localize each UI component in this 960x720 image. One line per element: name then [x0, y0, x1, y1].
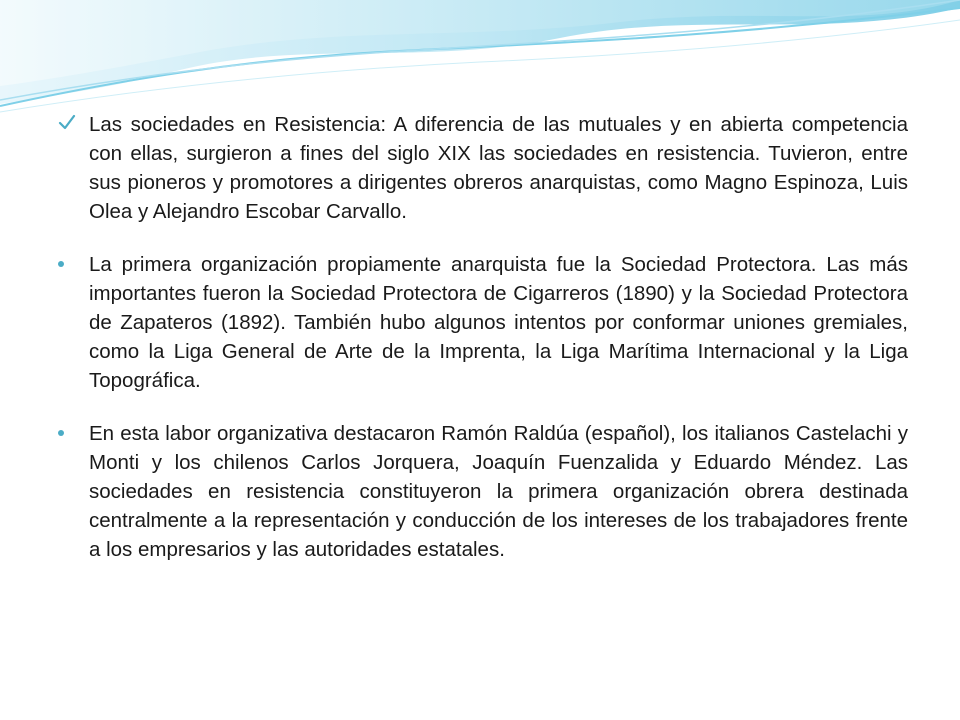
- list-item-text: La primera organización propiamente anarquista fue la Sociedad Protectora. Las más importantes fueron la Sociedad Protectora de Cigarreros (1890) y la Sociedad Protectora de Zapateros (1892). También hubo algunos intentos por conformar uniones gremiales, como la Liga General de Arte de la Imprenta, la Liga Marítima Internacional y la Liga Topográfica.: [89, 253, 908, 392]
- bullet-icon: [58, 261, 64, 267]
- bullet-icon: [58, 430, 64, 436]
- list-item-text: Las sociedades en Resistencia: A diferencia de las mutuales y en abierta competencia con ellas, surgieron a fines del siglo XIX las sociedades en resistencia. Tuvieron, entre sus pioneros y promotores a dirigentes obreros anarquistas, como Magno Espinoza, Luis Olea y Alejandro Escobar Carvallo.: [89, 113, 908, 223]
- check-icon: [58, 114, 76, 132]
- header-wave-decoration: [0, 0, 960, 120]
- list-item-text: En esta labor organizativa destacaron Ramón Raldúa (español), los italianos Castelachi y Monti y los chilenos Carlos Jorquera, Joaquín Fuenzalida y Eduardo Méndez. Las sociedades en resistencia constituyeron la primera organización obrera destinada centralmente a la representación y conducción de los intereses de los trabajadores frente a los empresarios y las autoridades estatales.: [89, 422, 908, 561]
- list-item: [56, 419, 908, 564]
- list-item: [56, 110, 908, 226]
- slide-body: [56, 110, 908, 588]
- list-item: [56, 250, 908, 395]
